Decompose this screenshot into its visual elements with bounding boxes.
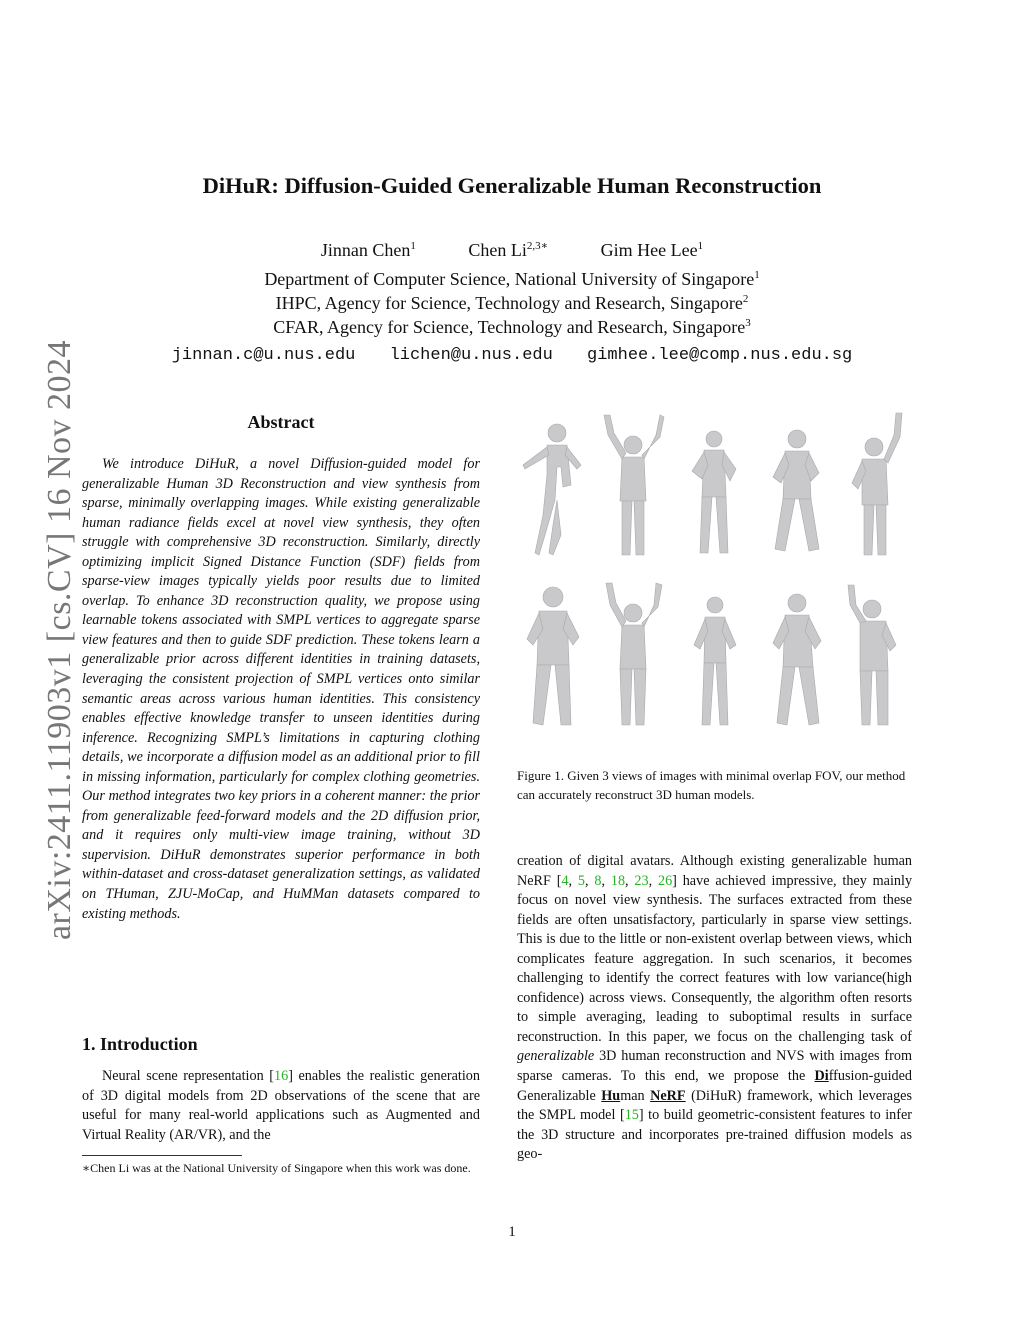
citation-link[interactable]: 4 [561, 872, 569, 889]
citation-link[interactable]: 8 [594, 872, 602, 889]
citation-link[interactable]: 5 [577, 872, 586, 889]
email[interactable]: gimhee.lee@comp.nus.edu.sg [587, 346, 853, 365]
email[interactable]: lichen@u.nus.edu [389, 346, 553, 365]
human-mesh-figure [598, 575, 668, 735]
human-mesh-figure [761, 405, 831, 565]
human-mesh-figure [517, 575, 587, 735]
figure-caption: Figure 1. Given 3 views of images with minimal overlap FOV, our method can accurately reconstruct 3D human models. [517, 768, 906, 802]
human-mesh-figure [842, 405, 912, 565]
author: Jinnan Chen$^1$ [320, 240, 416, 260]
citation-link[interactable]: 15 [624, 1107, 639, 1124]
human-mesh-figure [517, 405, 587, 565]
intro-paragraph: Neural scene representation [16] enables the realistic generation of 3D digital models from 2D observations of the scene that are useful for many real-world applications such as Augmented and Virtual Reality (AR/VR), and the [82, 1068, 480, 1143]
page-number: 1 [508, 1224, 516, 1240]
author-list [0, 240, 1024, 261]
citation-link[interactable]: 26 [657, 872, 673, 889]
citation-link[interactable]: 16 [274, 1068, 289, 1084]
human-mesh-figure [598, 405, 668, 565]
human-mesh-figure [842, 575, 912, 735]
abstract-heading: Abstract [247, 412, 315, 432]
affiliation: Department of Computer Science, National University of Singapore$^1$ [264, 269, 760, 289]
human-mesh-figure [680, 575, 750, 735]
citation-link[interactable]: 18 [610, 872, 626, 889]
footnote-rule [82, 1155, 242, 1156]
email[interactable]: jinnan.c@u.nus.edu [171, 346, 356, 365]
author: Gim Hee Lee$^1$ [600, 240, 704, 260]
figure-row-front [517, 405, 912, 565]
affiliation: CFAR, Agency for Science, Technology and Research, Singapore$^3$ [273, 317, 751, 337]
abstract-body: We introduce DiHuR, a novel Diffusion-guided model for generalizable Human 3D Reconstruction and view synthesis from sparse, minimally overlapping images. While existing generalizable human radiance fields excel at novel view synthesis, they often struggle with comprehensive 3D reconstruction. Similarly, directly optimizing implicit Signed Distance Function (SDF) fields from sparse-view images typically yields poor results due to limited overlap. To enhance 3D reconstruction quality, we propose using learnable tokens associated with SMPL vertices to aggregate sparse view features and then to guide SDF prediction. These tokens learn a generalizable prior across different identities in training datasets, leveraging the consistent projection of SMPL vertices onto similar semantic areas across various human identities. This consistency enables effective knowledge transfer to unseen identities during inference. Recognizing SMPL’s limitations in capturing clothing details, we incorporate a diffusion model as an additional prior to fill in missing information, particularly for complex clothing geometries. Our method integrates two key priors in a coherent manner: the prior from generalizable feed-forward models and the 2D diffusion prior, and it requires only multi-view image training, without 3D supervision. DiHuR demonstrates superior performance in both within-dataset and cross-dataset generalization settings, as validated on THuman, ZJU-MoCap, and HuMMan datasets compared to existing methods. [82, 456, 480, 922]
citation-link[interactable]: 23 [634, 872, 649, 889]
human-mesh-figure [680, 405, 750, 565]
affiliation: IHPC, Agency for Science, Technology and Research, Singapore$^2$ [275, 293, 749, 313]
human-mesh-figure [761, 575, 831, 735]
footnote: ∗Chen Li was at the National University of Singapore when this work was done. [82, 1161, 471, 1175]
author: Chen $Li^{2,3∗}$ [468, 240, 549, 260]
figure-1-human-reconstructions [517, 405, 912, 735]
intro-continued: creation of digital avatars. Although existing generalizable human NeRF [4, 5, 8, 18, 23, 26] have achieved impressive, they mainly focus on novel view synthesis. The surfaces extracted from these fields are often unsatisfactory, particularly in sparse view settings. This is due to the little or non-existent overlap between views, which complicates feature aggregation. In such scenarios, it becomes challenging to identify the correct features with low variance(high confidence) across views. Consequently, the algorithm often resorts to simple averaging, leading to suboptimal results in surface reconstruction. In this paper, we focus on the challenging task of generalizable 3D human reconstruction and NVS with images from sparse cameras. To this end, we propose the Diffusion-guided Generalizable Human NeRF (DiHuR) framework, which leverages the SMPL model [15] to build geometric-consistent features to infer the 3D structure and incorporates pre-trained diffusion models as geo- [517, 853, 913, 1163]
arxiv-identifier: arXiv:2411.11903v1 [cs.CV] 16 Nov 2024 [41, 339, 78, 941]
paper-title: DiHuR: Diffusion-Guided Generalizable Human Reconstruction [202, 173, 822, 198]
section-heading: 1. Introduction [82, 1034, 198, 1054]
email-list [0, 346, 1024, 365]
figure-row-back [517, 575, 912, 735]
